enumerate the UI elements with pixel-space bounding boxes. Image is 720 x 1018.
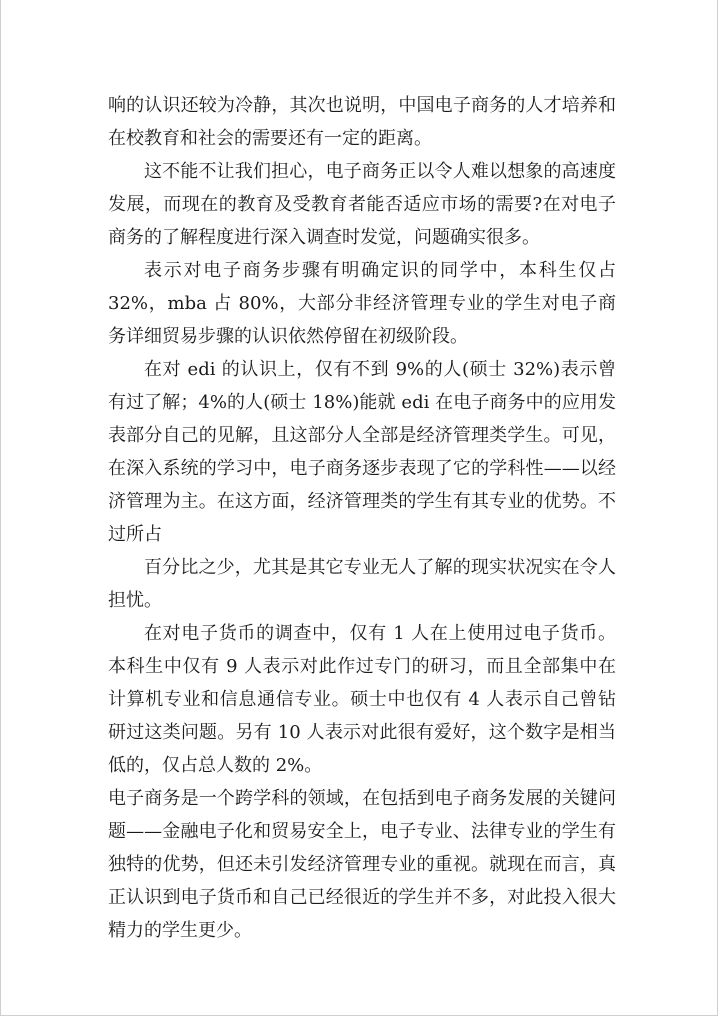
paragraph-1: 响的认识还较为冷静，其次也说明，中国电子商务的人才培养和在校教育和社会的需要还有一定的距离。 <box>108 95 616 149</box>
paragraph-3: 表示对电子商务步骤有明确定识的同学中，本科生仅占 32%，mba 占 80%，大部分非经济管理专业的学生对电子商务详细贸易步骤的认识依然停留在初级阶段。 <box>108 260 616 347</box>
paragraph-4: 在对 edi 的认识上，仅有不到 9%的人(硕士 32%)表示曾有过了解；4%的人(硕士 18%)能就 edi 在电子商务中的应用发表部分自己的见解，且这部分人全部是经济管理类学生。可见，在深入系统的学习中，电子商务逐步表现了它的学科性——以经济管理为主。在这方面，经济管理类的学生有其专业的优势。不过所占 <box>108 359 616 545</box>
paragraph-6: 在对电子货币的调查中，仅有 1 人在上使用过电子货币。本科生中仅有 9 人表示对此作过专门的研习，而且全部集中在计算机专业和信息通信专业。硕士中也仅有 4 人表示自己曾钻研过这类问题。另有 10 人表示对此很有爱好，这个数字是相当低的，仅占总人数的 2%。 <box>108 623 616 776</box>
paragraph-5: 百分比之少，尤其是其它专业无人了解的现实状况实在令人担忧。 <box>108 557 616 611</box>
paragraph-7: 电子商务是一个跨学科的领域，在包括到电子商务发展的关键问题——金融电子化和贸易安全上，电子专业、法律专业的学生有独特的优势，但还未引发经济管理专业的重视。就现在而言，真正认识到电子货币和自己已经很近的学生并不多，对此投入很大精力的学生更少。 <box>108 788 616 941</box>
document-body <box>108 89 616 947</box>
paragraph-2: 这不能不让我们担心，电子商务正以令人难以想象的高速度发展，而现在的教育及受教育者能否适应市场的需要?在对电子商务的了解程度进行深入调查时发觉，问题确实很多。 <box>108 161 616 248</box>
